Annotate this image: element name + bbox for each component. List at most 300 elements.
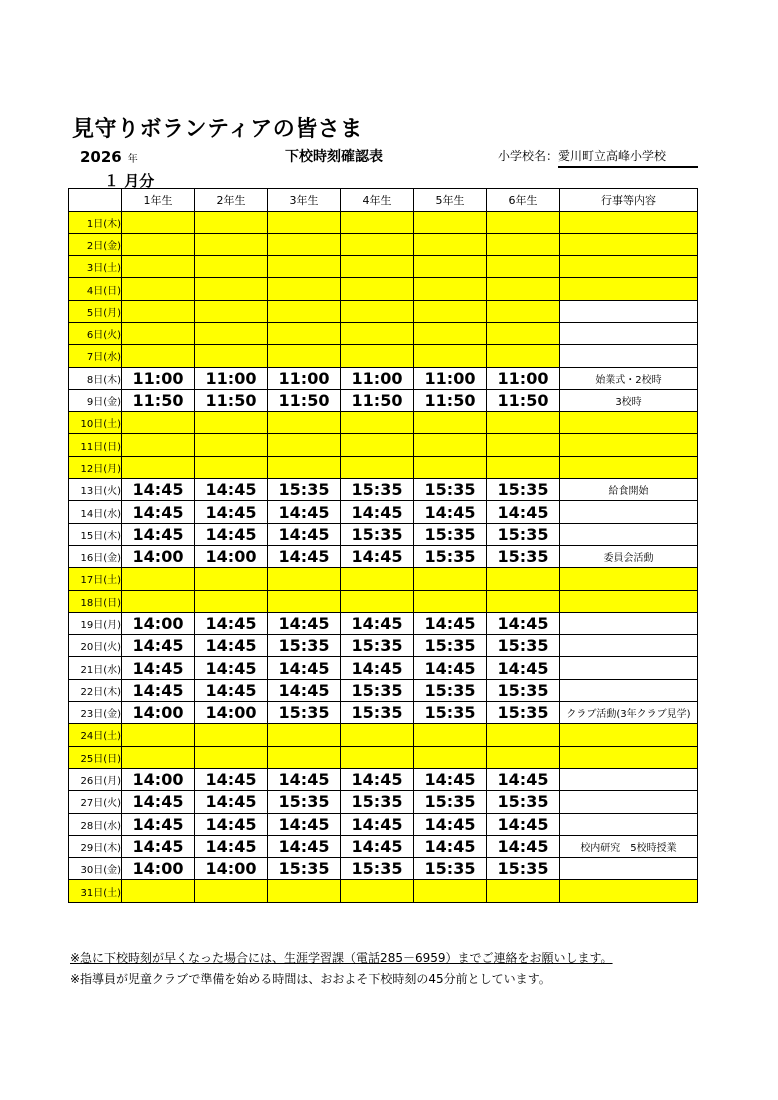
dismissal-time-grade-5 <box>414 746 487 768</box>
date-cell: 19日(月) <box>69 612 122 634</box>
dismissal-time-grade-4: 15:35 <box>341 635 414 657</box>
dismissal-time-grade-2 <box>195 880 268 902</box>
dismissal-time-grade-4 <box>341 211 414 233</box>
year-unit: 年 <box>127 154 138 165</box>
dismissal-time-grade-4: 15:35 <box>341 479 414 501</box>
header-grade-3: 3年生 <box>268 189 341 212</box>
table-row <box>69 367 698 389</box>
date-cell: 22日(木) <box>69 679 122 701</box>
dismissal-time-grade-5: 11:00 <box>414 367 487 389</box>
dismissal-time-grade-5 <box>414 880 487 902</box>
header-grade-1: 1年生 <box>122 189 195 212</box>
dismissal-time-grade-2: 14:45 <box>195 679 268 701</box>
header-grade-6: 6年生 <box>487 189 560 212</box>
dismissal-time-grade-2: 14:00 <box>195 702 268 724</box>
table-row <box>69 233 698 255</box>
dismissal-time-grade-6 <box>487 256 560 278</box>
header-grade-4: 4年生 <box>341 189 414 212</box>
dismissal-time-grade-2 <box>195 345 268 367</box>
dismissal-time-grade-6 <box>487 746 560 768</box>
event-cell: 3校時 <box>560 389 698 411</box>
date-cell: 14日(水) <box>69 501 122 523</box>
date-cell: 30日(金) <box>69 858 122 880</box>
date-cell: 16日(金) <box>69 545 122 567</box>
dismissal-time-grade-6 <box>487 880 560 902</box>
header-events: 行事等内容 <box>560 189 698 212</box>
dismissal-time-grade-6 <box>487 412 560 434</box>
dismissal-time-grade-5: 15:35 <box>414 858 487 880</box>
dismissal-time-grade-6: 15:35 <box>487 791 560 813</box>
year-value: 2026 <box>80 148 122 166</box>
dismissal-time-grade-1: 11:00 <box>122 367 195 389</box>
event-cell <box>560 300 698 322</box>
table-header-row <box>69 189 698 212</box>
dismissal-time-grade-1 <box>122 233 195 255</box>
dismissal-time-grade-6: 11:50 <box>487 389 560 411</box>
dismissal-time-grade-1 <box>122 345 195 367</box>
table-row <box>69 702 698 724</box>
dismissal-time-grade-6: 14:45 <box>487 612 560 634</box>
dismissal-time-grade-6: 15:35 <box>487 545 560 567</box>
dismissal-time-grade-2 <box>195 746 268 768</box>
date-cell: 26日(月) <box>69 768 122 790</box>
dismissal-time-grade-5: 15:35 <box>414 635 487 657</box>
event-cell: 給食開始 <box>560 479 698 501</box>
dismissal-time-grade-6 <box>487 211 560 233</box>
table-row <box>69 880 698 902</box>
dismissal-time-grade-2: 14:45 <box>195 835 268 857</box>
dismissal-time-grade-1 <box>122 211 195 233</box>
dismissal-time-grade-4: 14:45 <box>341 835 414 857</box>
date-cell: 4日(日) <box>69 278 122 300</box>
note-preparation: ※指導員が児童クラブで準備を始める時間は、おおよそ下校時刻の45分前としています。 <box>70 972 551 986</box>
dismissal-time-grade-2: 11:00 <box>195 367 268 389</box>
page-title: 見守りボランティアの皆さま <box>72 117 363 142</box>
event-cell <box>560 635 698 657</box>
event-cell <box>560 612 698 634</box>
table-row <box>69 791 698 813</box>
dismissal-time-grade-5: 14:45 <box>414 813 487 835</box>
dismissal-time-grade-1 <box>122 456 195 478</box>
date-cell: 7日(水) <box>69 345 122 367</box>
dismissal-time-grade-4 <box>341 568 414 590</box>
event-cell <box>560 501 698 523</box>
dismissal-time-grade-5: 14:45 <box>414 501 487 523</box>
dismissal-time-grade-1: 14:45 <box>122 635 195 657</box>
school-underline <box>558 166 698 168</box>
dismissal-time-grade-6 <box>487 456 560 478</box>
dismissal-time-grade-1: 14:00 <box>122 858 195 880</box>
date-cell: 5日(月) <box>69 300 122 322</box>
dismissal-time-grade-6 <box>487 233 560 255</box>
date-cell: 11日(日) <box>69 434 122 456</box>
date-cell: 3日(土) <box>69 256 122 278</box>
dismissal-time-grade-3 <box>268 278 341 300</box>
dismissal-time-grade-4 <box>341 278 414 300</box>
dismissal-time-grade-4: 15:35 <box>341 791 414 813</box>
dismissal-time-grade-1: 14:45 <box>122 501 195 523</box>
dismissal-time-grade-5: 15:35 <box>414 679 487 701</box>
date-cell: 9日(金) <box>69 389 122 411</box>
table-row <box>69 768 698 790</box>
date-cell: 1日(木) <box>69 211 122 233</box>
month-label: １ 月分 <box>104 172 155 190</box>
dismissal-time-grade-5 <box>414 233 487 255</box>
dismissal-time-grade-5 <box>414 590 487 612</box>
date-cell: 21日(水) <box>69 657 122 679</box>
table-row <box>69 545 698 567</box>
table-row <box>69 858 698 880</box>
dismissal-time-grade-3 <box>268 412 341 434</box>
dismissal-time-grade-6 <box>487 568 560 590</box>
header-date-cell <box>69 189 122 212</box>
dismissal-time-grade-4 <box>341 434 414 456</box>
dismissal-time-grade-6: 15:35 <box>487 679 560 701</box>
table-row <box>69 389 698 411</box>
dismissal-time-grade-2: 14:45 <box>195 768 268 790</box>
dismissal-time-grade-6: 15:35 <box>487 635 560 657</box>
dismissal-time-grade-3 <box>268 456 341 478</box>
table-row <box>69 657 698 679</box>
year-label <box>80 148 138 166</box>
dismissal-time-grade-1 <box>122 880 195 902</box>
dismissal-time-grade-4 <box>341 300 414 322</box>
dismissal-time-grade-3: 15:35 <box>268 702 341 724</box>
dismissal-time-grade-3: 15:35 <box>268 479 341 501</box>
table-row <box>69 724 698 746</box>
date-cell: 31日(土) <box>69 880 122 902</box>
dismissal-time-grade-6 <box>487 724 560 746</box>
dismissal-time-grade-2 <box>195 590 268 612</box>
date-cell: 12日(月) <box>69 456 122 478</box>
dismissal-time-grade-6: 14:45 <box>487 813 560 835</box>
dismissal-time-grade-1 <box>122 412 195 434</box>
dismissal-time-grade-2 <box>195 412 268 434</box>
dismissal-time-grade-1: 14:45 <box>122 813 195 835</box>
event-cell: 校内研究 5校時授業 <box>560 835 698 857</box>
table-row <box>69 568 698 590</box>
dismissal-time-grade-5 <box>414 278 487 300</box>
event-cell <box>560 657 698 679</box>
event-cell <box>560 813 698 835</box>
event-cell <box>560 768 698 790</box>
dismissal-time-grade-2 <box>195 434 268 456</box>
dismissal-time-grade-3: 14:45 <box>268 813 341 835</box>
table-row <box>69 813 698 835</box>
event-cell <box>560 345 698 367</box>
date-cell: 24日(土) <box>69 724 122 746</box>
dismissal-time-grade-3 <box>268 256 341 278</box>
dismissal-time-grade-4: 11:00 <box>341 367 414 389</box>
dismissal-time-grade-5: 15:35 <box>414 702 487 724</box>
dismissal-time-grade-5: 15:35 <box>414 523 487 545</box>
school-label: 小学校名： <box>498 149 559 163</box>
dismissal-time-grade-6: 14:45 <box>487 835 560 857</box>
date-cell: 15日(木) <box>69 523 122 545</box>
dismissal-time-grade-4: 14:45 <box>341 768 414 790</box>
dismissal-time-grade-5 <box>414 256 487 278</box>
dismissal-time-grade-3: 14:45 <box>268 612 341 634</box>
dismissal-time-grade-3: 11:00 <box>268 367 341 389</box>
dismissal-time-grade-2 <box>195 211 268 233</box>
dismissal-time-grade-4 <box>341 256 414 278</box>
dismissal-time-grade-5: 15:35 <box>414 545 487 567</box>
dismissal-time-grade-4 <box>341 412 414 434</box>
date-cell: 29日(木) <box>69 835 122 857</box>
dismissal-time-grade-2: 14:45 <box>195 479 268 501</box>
dismissal-time-grade-5 <box>414 568 487 590</box>
table-row <box>69 523 698 545</box>
date-cell: 2日(金) <box>69 233 122 255</box>
table-row <box>69 679 698 701</box>
date-cell: 20日(火) <box>69 635 122 657</box>
dismissal-time-grade-5 <box>414 434 487 456</box>
dismissal-time-grade-4: 15:35 <box>341 702 414 724</box>
dismissal-time-grade-5 <box>414 345 487 367</box>
dismissal-time-grade-4 <box>341 724 414 746</box>
dismissal-time-grade-6 <box>487 434 560 456</box>
dismissal-time-grade-1: 14:45 <box>122 479 195 501</box>
dismissal-time-grade-5: 15:35 <box>414 791 487 813</box>
dismissal-time-grade-6: 15:35 <box>487 702 560 724</box>
dismissal-time-grade-5 <box>414 211 487 233</box>
table-row <box>69 434 698 456</box>
dismissal-time-grade-3 <box>268 211 341 233</box>
dismissal-time-grade-5 <box>414 412 487 434</box>
dismissal-time-grade-2: 14:45 <box>195 813 268 835</box>
date-cell: 13日(火) <box>69 479 122 501</box>
dismissal-time-grade-2: 11:50 <box>195 389 268 411</box>
dismissal-time-grade-1: 14:45 <box>122 791 195 813</box>
dismissal-time-grade-3: 15:35 <box>268 635 341 657</box>
dismissal-time-grade-3: 14:45 <box>268 523 341 545</box>
dismissal-time-grade-6: 15:35 <box>487 858 560 880</box>
event-cell <box>560 523 698 545</box>
dismissal-time-grade-3: 15:35 <box>268 858 341 880</box>
dismissal-time-grade-1 <box>122 256 195 278</box>
dismissal-time-grade-5 <box>414 724 487 746</box>
dismissal-time-grade-4 <box>341 322 414 344</box>
dismissal-time-grade-1: 14:45 <box>122 835 195 857</box>
table-row <box>69 746 698 768</box>
dismissal-time-grade-6 <box>487 322 560 344</box>
date-cell: 23日(金) <box>69 702 122 724</box>
dismissal-time-grade-5 <box>414 300 487 322</box>
dismissal-time-grade-3 <box>268 322 341 344</box>
dismissal-time-grade-3: 14:45 <box>268 501 341 523</box>
table-row <box>69 835 698 857</box>
dismissal-time-grade-1: 14:45 <box>122 679 195 701</box>
dismissal-time-grade-3: 14:45 <box>268 657 341 679</box>
dismissal-time-grade-3 <box>268 345 341 367</box>
date-cell: 27日(火) <box>69 791 122 813</box>
dismissal-time-grade-4: 14:45 <box>341 813 414 835</box>
table-row <box>69 635 698 657</box>
note-contact: ※急に下校時刻が早くなった場合には、生涯学習課（電話285－6959）までご連絡をお願いします。 <box>70 951 613 965</box>
dismissal-time-grade-4: 15:35 <box>341 858 414 880</box>
dismissal-time-grade-5: 11:50 <box>414 389 487 411</box>
event-cell <box>560 791 698 813</box>
event-cell <box>560 746 698 768</box>
header-grade-5: 5年生 <box>414 189 487 212</box>
dismissal-time-grade-4 <box>341 746 414 768</box>
dismissal-time-grade-2: 14:45 <box>195 791 268 813</box>
dismissal-time-grade-4 <box>341 456 414 478</box>
dismissal-time-grade-6 <box>487 278 560 300</box>
table-row <box>69 278 698 300</box>
dismissal-time-grade-2 <box>195 568 268 590</box>
event-cell <box>560 278 698 300</box>
dismissal-time-grade-6 <box>487 345 560 367</box>
table-row <box>69 590 698 612</box>
dismissal-time-grade-1 <box>122 724 195 746</box>
dismissal-time-grade-2 <box>195 456 268 478</box>
dismissal-time-grade-3 <box>268 880 341 902</box>
dismissal-time-grade-3: 14:45 <box>268 545 341 567</box>
event-cell <box>560 233 698 255</box>
table-row <box>69 501 698 523</box>
event-cell <box>560 724 698 746</box>
dismissal-time-grade-3: 15:35 <box>268 791 341 813</box>
dismissal-time-grade-2: 14:00 <box>195 858 268 880</box>
table-row <box>69 345 698 367</box>
table-row <box>69 256 698 278</box>
dismissal-time-grade-3: 14:45 <box>268 835 341 857</box>
dismissal-time-grade-1 <box>122 300 195 322</box>
dismissal-time-grade-5: 14:45 <box>414 835 487 857</box>
dismissal-time-grade-1: 14:00 <box>122 702 195 724</box>
dismissal-time-grade-3 <box>268 434 341 456</box>
dismissal-time-grade-4 <box>341 345 414 367</box>
dismissal-time-grade-2 <box>195 233 268 255</box>
dismissal-time-grade-2 <box>195 724 268 746</box>
dismissal-time-grade-3 <box>268 590 341 612</box>
event-cell <box>560 858 698 880</box>
dismissal-time-grade-5: 14:45 <box>414 612 487 634</box>
event-cell <box>560 590 698 612</box>
dismissal-time-grade-2: 14:45 <box>195 523 268 545</box>
event-cell <box>560 456 698 478</box>
dismissal-time-grade-3 <box>268 724 341 746</box>
dismissal-time-grade-1: 14:00 <box>122 768 195 790</box>
dismissal-time-grade-3 <box>268 746 341 768</box>
dismissal-time-grade-1: 14:45 <box>122 523 195 545</box>
date-cell: 17日(土) <box>69 568 122 590</box>
event-cell <box>560 322 698 344</box>
dismissal-time-grade-5: 15:35 <box>414 479 487 501</box>
event-cell: 委員会活動 <box>560 545 698 567</box>
school-name: 愛川町立高峰小学校 <box>558 149 667 163</box>
date-cell: 18日(日) <box>69 590 122 612</box>
dismissal-time-grade-6: 15:35 <box>487 479 560 501</box>
dismissal-time-grade-2 <box>195 256 268 278</box>
dismissal-time-grade-6: 11:00 <box>487 367 560 389</box>
event-cell <box>560 256 698 278</box>
date-cell: 10日(土) <box>69 412 122 434</box>
dismissal-time-grade-2: 14:45 <box>195 657 268 679</box>
date-cell: 8日(木) <box>69 367 122 389</box>
dismissal-time-grade-4 <box>341 590 414 612</box>
dismissal-time-grade-4: 14:45 <box>341 545 414 567</box>
dismissal-time-grade-1: 14:00 <box>122 612 195 634</box>
event-cell: クラブ活動(3年クラブ見学) <box>560 702 698 724</box>
table-row <box>69 300 698 322</box>
dismissal-time-grade-6 <box>487 300 560 322</box>
date-cell: 28日(水) <box>69 813 122 835</box>
header-grade-2: 2年生 <box>195 189 268 212</box>
dismissal-time-grade-2 <box>195 322 268 344</box>
event-cell <box>560 211 698 233</box>
event-cell <box>560 880 698 902</box>
dismissal-time-grade-3 <box>268 233 341 255</box>
dismissal-time-grade-1: 11:50 <box>122 389 195 411</box>
document-title: 下校時刻確認表 <box>285 149 383 165</box>
dismissal-time-grade-4 <box>341 233 414 255</box>
event-cell <box>560 412 698 434</box>
dismissal-time-grade-1 <box>122 322 195 344</box>
dismissal-time-grade-3: 14:45 <box>268 768 341 790</box>
date-cell: 6日(火) <box>69 322 122 344</box>
dismissal-time-grade-5: 14:45 <box>414 657 487 679</box>
dismissal-time-grade-4: 14:45 <box>341 657 414 679</box>
event-cell: 始業式・2校時 <box>560 367 698 389</box>
schedule-table <box>68 188 698 903</box>
event-cell <box>560 679 698 701</box>
event-cell <box>560 568 698 590</box>
dismissal-time-grade-1: 14:45 <box>122 657 195 679</box>
dismissal-time-grade-1 <box>122 746 195 768</box>
dismissal-time-grade-1 <box>122 568 195 590</box>
dismissal-time-grade-3: 14:45 <box>268 679 341 701</box>
dismissal-time-grade-3 <box>268 300 341 322</box>
dismissal-time-grade-2: 14:45 <box>195 612 268 634</box>
table-row <box>69 612 698 634</box>
dismissal-time-grade-4: 15:35 <box>341 679 414 701</box>
school-name-field <box>498 147 666 164</box>
dismissal-time-grade-1 <box>122 434 195 456</box>
dismissal-time-grade-5: 14:45 <box>414 768 487 790</box>
event-cell <box>560 434 698 456</box>
table-row <box>69 479 698 501</box>
dismissal-time-grade-1: 14:00 <box>122 545 195 567</box>
dismissal-time-grade-6 <box>487 590 560 612</box>
dismissal-time-grade-5 <box>414 456 487 478</box>
table-row <box>69 412 698 434</box>
dismissal-time-grade-5 <box>414 322 487 344</box>
dismissal-time-grade-2: 14:00 <box>195 545 268 567</box>
dismissal-time-grade-1 <box>122 590 195 612</box>
table-row <box>69 456 698 478</box>
date-cell: 25日(日) <box>69 746 122 768</box>
dismissal-time-grade-6: 14:45 <box>487 768 560 790</box>
dismissal-time-grade-3 <box>268 568 341 590</box>
dismissal-time-grade-6: 14:45 <box>487 657 560 679</box>
dismissal-time-grade-2: 14:45 <box>195 635 268 657</box>
dismissal-time-grade-4: 15:35 <box>341 523 414 545</box>
dismissal-time-grade-2 <box>195 278 268 300</box>
dismissal-time-grade-2: 14:45 <box>195 501 268 523</box>
dismissal-time-grade-4: 14:45 <box>341 501 414 523</box>
dismissal-time-grade-2 <box>195 300 268 322</box>
dismissal-time-grade-4: 14:45 <box>341 612 414 634</box>
table-row <box>69 322 698 344</box>
dismissal-time-grade-6: 15:35 <box>487 523 560 545</box>
dismissal-time-grade-4: 11:50 <box>341 389 414 411</box>
dismissal-time-grade-3: 11:50 <box>268 389 341 411</box>
table-row <box>69 211 698 233</box>
dismissal-time-grade-6: 14:45 <box>487 501 560 523</box>
dismissal-time-grade-1 <box>122 278 195 300</box>
